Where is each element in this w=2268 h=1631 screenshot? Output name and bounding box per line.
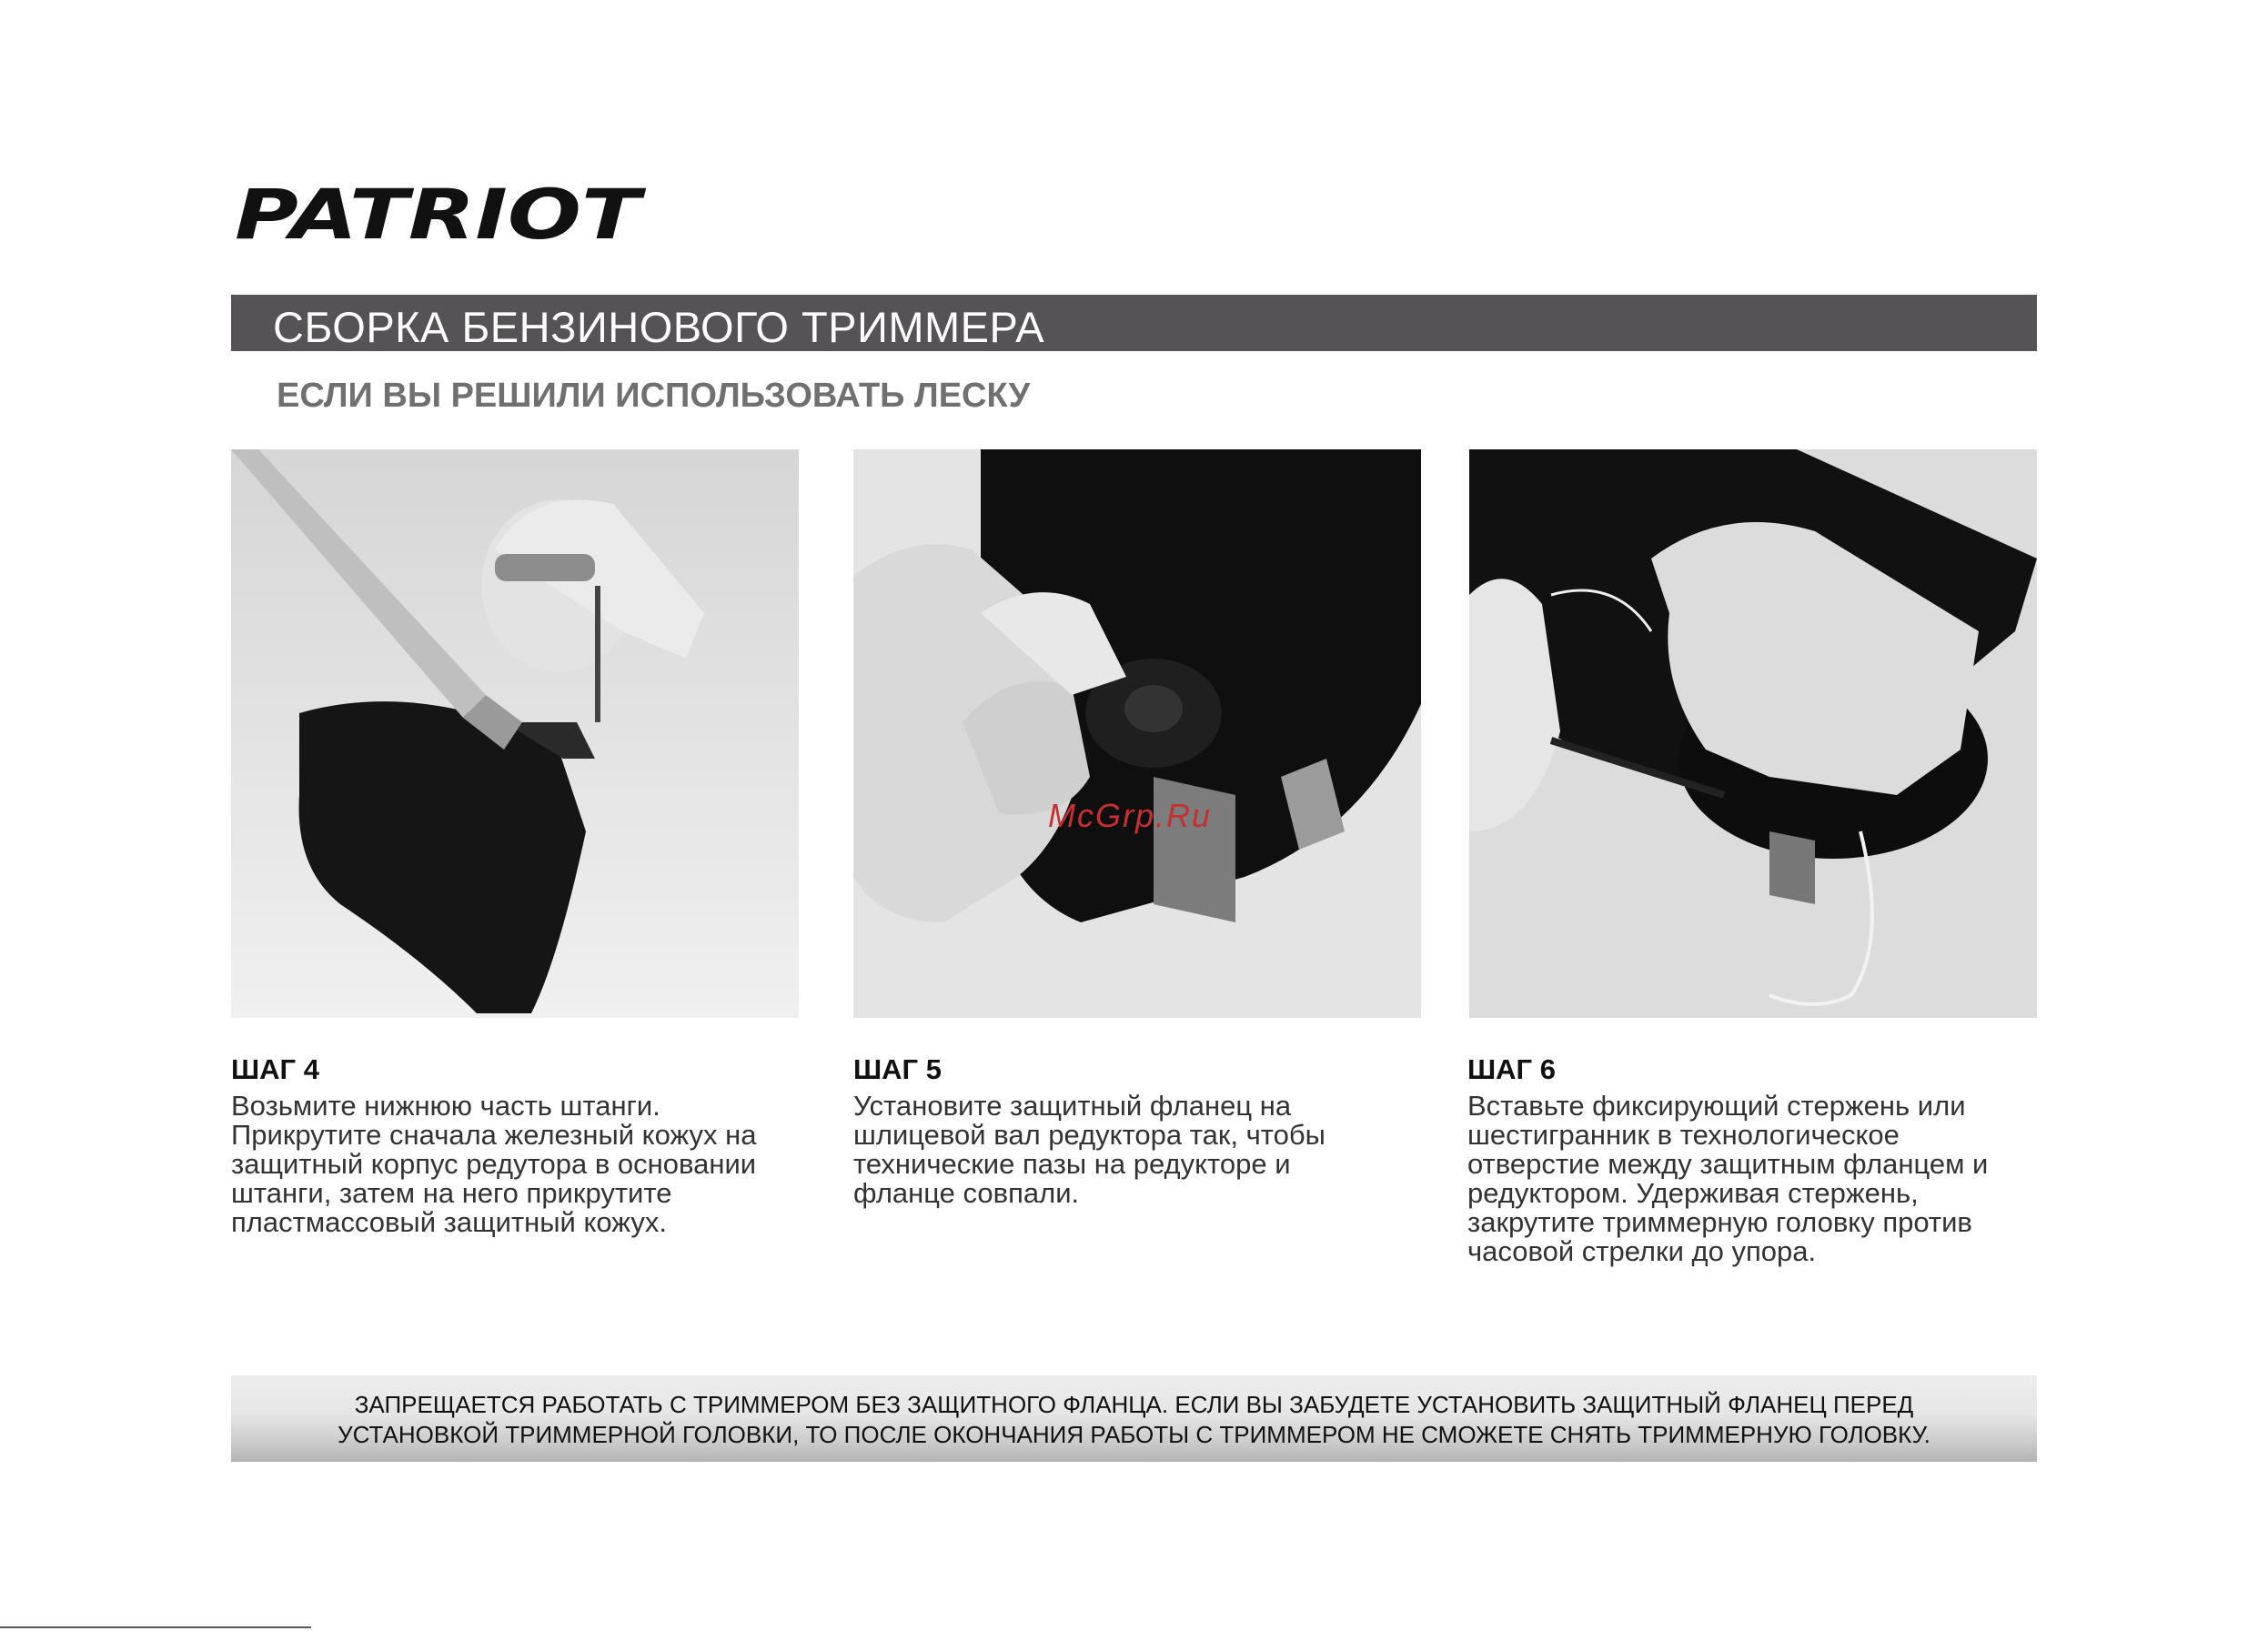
step-6-line: часовой стрелки до упора. <box>1467 1235 1817 1267</box>
step-5-text <box>853 1092 1426 1208</box>
step-6-line: Вставьте фиксирующий стержень или <box>1467 1090 1966 1122</box>
step-4-photo <box>231 449 799 1018</box>
watermark-text: McGrp.Ru <box>1048 797 1213 834</box>
step-4-line: штанги, затем на него прикрутите <box>231 1177 672 1209</box>
step-5-photo <box>853 449 1421 1018</box>
warning-banner <box>231 1375 2037 1462</box>
section-header-bar <box>231 295 2037 351</box>
step-6-text <box>1467 1092 2041 1266</box>
step-5-line: Установите защитный фланец на <box>853 1090 1292 1122</box>
step-5-block <box>853 1053 1426 1208</box>
step-6-line: отверстие между защитным фланцем и <box>1467 1148 1989 1180</box>
page-title: СБОРКА БЕНЗИНОВОГО ТРИММЕРА <box>273 303 1045 351</box>
step-4-line: защитный корпус редутора в основании <box>231 1148 757 1180</box>
footer-divider <box>0 1626 311 1628</box>
step-5-line: шлицевой вал редуктора так, чтобы <box>853 1119 1326 1151</box>
step-4-text <box>231 1092 804 1237</box>
step-6-photo <box>1469 449 2037 1018</box>
step-5-heading: ШАГ 5 <box>853 1053 942 1085</box>
warning-line-2: УСТАНОВКОЙ ТРИММЕРНОЙ ГОЛОВКИ, ТО ПОСЛЕ ОКОНЧАНИЯ РАБОТЫ С ТРИММЕРОМ НЕ СМОЖЕТЕ СНЯТЬ ТРИММЕРНУЮ ГОЛОВКУ. <box>338 1421 1930 1448</box>
svg-text:PATRIOT: PATRIOT <box>235 178 646 249</box>
step-5-line: фланце совпали. <box>853 1177 1080 1209</box>
step-4-line: Возьмите нижнюю часть штанги. <box>231 1090 660 1122</box>
section-subtitle: ЕСЛИ ВЫ РЕШИЛИ ИСПОЛЬЗОВАТЬ ЛЕСКУ <box>277 377 1031 415</box>
warning-line-1: ЗАПРЕЩАЕТСЯ РАБОТАТЬ С ТРИММЕРОМ БЕЗ ЗАЩИТНОГО ФЛАНЦА. ЕСЛИ ВЫ ЗАБУДЕТЕ УСТАНОВИТЬ ЗАЩИТНЫЙ ФЛАНЕЦ ПЕРЕД <box>354 1391 1914 1418</box>
step-6-line: редуктором. Удерживая стержень, <box>1467 1177 1919 1209</box>
step-6-line: закрутите триммерную головку против <box>1467 1206 1972 1238</box>
step-6-line: шестигранник в технологическое <box>1467 1119 1900 1151</box>
step-6-block <box>1467 1053 2041 1266</box>
step-4-heading: ШАГ 4 <box>231 1053 319 1085</box>
step-5-line: технические пазы на редукторе и <box>853 1148 1291 1180</box>
step-6-heading: ШАГ 6 <box>1467 1053 1556 1085</box>
step-4-block <box>231 1053 804 1237</box>
step-4-line: пластмассовый защитный кожух. <box>231 1206 667 1238</box>
step-4-line: Прикрутите сначала железный кожух на <box>231 1119 757 1151</box>
patriot-logo <box>231 178 646 249</box>
